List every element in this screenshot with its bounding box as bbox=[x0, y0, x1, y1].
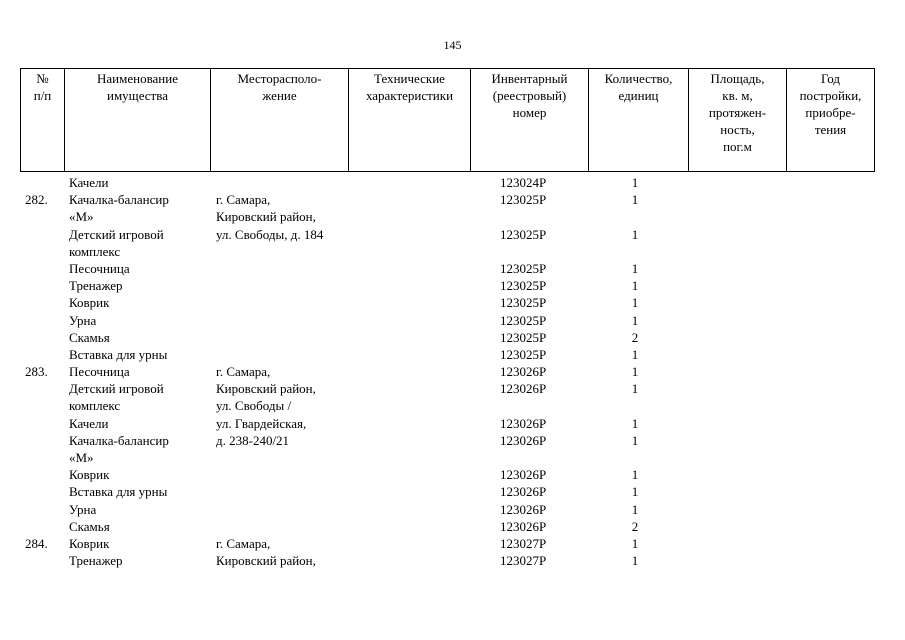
table-row bbox=[20, 260, 875, 277]
table-row bbox=[20, 329, 875, 346]
table-row bbox=[20, 432, 875, 449]
quantity: 1 bbox=[631, 501, 639, 517]
quantity: 1 bbox=[631, 467, 639, 483]
header-specs: Технические характеристики bbox=[348, 69, 470, 171]
quantity: 2 bbox=[631, 329, 639, 345]
table-header bbox=[20, 68, 875, 172]
item-name: Вставка для урны bbox=[69, 484, 168, 500]
item-name: комплекс bbox=[69, 243, 121, 259]
table-row bbox=[20, 243, 875, 260]
inventory-number: 123024Р bbox=[500, 175, 547, 190]
item-location: г. Самара, bbox=[216, 535, 271, 551]
item-location: Кировский район, bbox=[216, 381, 316, 397]
inventory-number: 123025Р bbox=[500, 312, 547, 328]
item-name: Урна bbox=[69, 312, 97, 328]
header-quantity: Количество, единиц bbox=[588, 69, 688, 171]
item-name: Качалка-балансир bbox=[69, 192, 169, 208]
table-row bbox=[20, 226, 875, 243]
table-row bbox=[20, 535, 875, 552]
header-year: Год постройки, приобре- тения bbox=[786, 69, 874, 171]
item-name: Коврик bbox=[69, 295, 110, 311]
item-location: г. Самара, bbox=[216, 192, 271, 208]
table-row bbox=[20, 466, 875, 483]
item-name: «М» bbox=[69, 209, 94, 225]
quantity: 1 bbox=[631, 346, 639, 362]
table-row bbox=[20, 191, 875, 208]
item-location: Кировский район, bbox=[216, 209, 316, 225]
inventory-number: 123026Р bbox=[500, 381, 547, 397]
quantity: 1 bbox=[631, 226, 639, 242]
item-name: Коврик bbox=[69, 535, 110, 551]
inventory-number: 123026Р bbox=[500, 518, 547, 534]
item-name: Скамья bbox=[69, 518, 110, 534]
table-row bbox=[20, 312, 875, 329]
inventory-number: 123025Р bbox=[500, 278, 547, 294]
inventory-number: 123026Р bbox=[500, 484, 547, 500]
page-number: 145 bbox=[443, 38, 462, 52]
inventory-number: 123026Р bbox=[500, 364, 547, 380]
table-row bbox=[20, 346, 875, 363]
item-location: Кировский район, bbox=[216, 553, 316, 569]
table-row bbox=[20, 380, 875, 397]
item-name: Качели bbox=[69, 175, 109, 190]
table-row bbox=[20, 483, 875, 500]
item-location: ул. Свободы / bbox=[216, 398, 292, 414]
inventory-number: 123026Р bbox=[500, 432, 547, 448]
inventory-number: 123025Р bbox=[500, 226, 547, 242]
item-name: Урна bbox=[69, 501, 97, 517]
quantity: 1 bbox=[631, 535, 639, 551]
table-row bbox=[20, 415, 875, 432]
item-name: Качалка-балансир bbox=[69, 432, 169, 448]
table-row bbox=[20, 397, 875, 414]
quantity: 1 bbox=[631, 312, 639, 328]
inventory-number: 123025Р bbox=[500, 329, 547, 345]
row-number: 283. bbox=[25, 364, 48, 380]
quantity: 1 bbox=[631, 553, 639, 569]
item-name: Качели bbox=[69, 415, 109, 431]
table-row bbox=[20, 294, 875, 311]
table-row bbox=[20, 174, 875, 191]
item-location: д. 238-240/21 bbox=[216, 432, 290, 448]
item-name: Коврик bbox=[69, 467, 110, 483]
item-name: Вставка для урны bbox=[69, 346, 168, 362]
inventory-number: 123025Р bbox=[500, 192, 547, 208]
item-name: «М» bbox=[69, 450, 94, 465]
table-row bbox=[20, 277, 875, 294]
quantity: 1 bbox=[631, 295, 639, 311]
inventory-number: 123026Р bbox=[500, 467, 547, 483]
inventory-number: 123025Р bbox=[500, 260, 547, 276]
inventory-number: 123027Р bbox=[500, 553, 547, 569]
table-row bbox=[20, 208, 875, 225]
header-area: Площадь, кв. м, протяжен- ность, пог.м bbox=[688, 69, 786, 171]
table-body bbox=[20, 174, 875, 569]
quantity: 1 bbox=[631, 415, 639, 431]
item-location: г. Самара, bbox=[216, 364, 271, 380]
quantity: 1 bbox=[631, 381, 639, 397]
item-name: Детский игровой bbox=[69, 226, 164, 242]
inventory-number: 123026Р bbox=[500, 415, 547, 431]
item-name: Скамья bbox=[69, 329, 110, 345]
table-row bbox=[20, 363, 875, 380]
inventory-number: 123026Р bbox=[500, 501, 547, 517]
quantity: 1 bbox=[631, 192, 639, 208]
header-number: № п/п bbox=[33, 71, 52, 103]
table-row bbox=[20, 449, 875, 466]
table-row bbox=[20, 518, 875, 535]
inventory-number: 123027Р bbox=[500, 535, 547, 551]
table-row bbox=[20, 552, 875, 569]
table-row bbox=[20, 501, 875, 518]
quantity: 1 bbox=[631, 432, 639, 448]
quantity: 1 bbox=[631, 484, 639, 500]
quantity: 1 bbox=[631, 364, 639, 380]
row-number: 282. bbox=[25, 192, 48, 208]
quantity: 2 bbox=[631, 518, 639, 534]
header-name: Наименование имущества bbox=[64, 69, 210, 171]
row-number: 284. bbox=[25, 535, 48, 551]
item-location: ул. Свободы, д. 184 bbox=[216, 226, 324, 242]
item-name: Тренажер bbox=[69, 553, 123, 569]
item-name: Песочница bbox=[69, 260, 130, 276]
item-name: комплекс bbox=[69, 398, 121, 414]
header-inventory: Инвентарный (реестровый) номер bbox=[470, 69, 588, 171]
inventory-number: 123025Р bbox=[500, 295, 547, 311]
item-name: Детский игровой bbox=[69, 381, 164, 397]
quantity: 1 bbox=[631, 260, 639, 276]
inventory-number: 123025Р bbox=[500, 346, 547, 362]
quantity: 1 bbox=[631, 278, 639, 294]
quantity: 1 bbox=[631, 175, 639, 190]
item-name: Тренажер bbox=[69, 278, 123, 294]
item-name: Песочница bbox=[69, 364, 130, 380]
item-location: ул. Гвардейская, bbox=[216, 415, 307, 431]
header-location: Месторасполо- жение bbox=[210, 69, 348, 171]
